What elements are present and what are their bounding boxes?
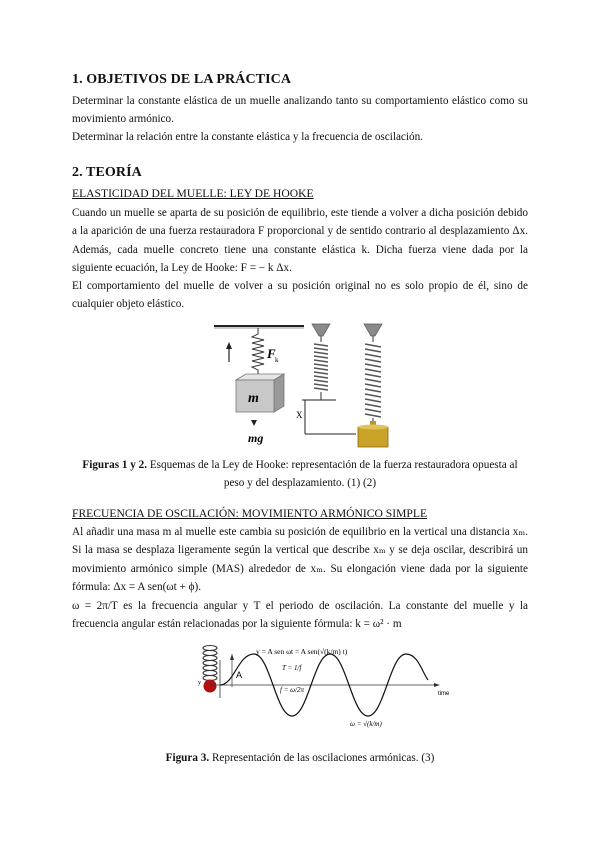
- figure-1-2-caption-text: Esquemas de la Ley de Hooke: representación de la fuerza restauradora opuesta al peso y del desplazamiento. (1) (2): [147, 459, 518, 490]
- fig3-omega: ω = √(k/m): [350, 720, 382, 728]
- hooke-paragraph-1: Cuando un muelle se aparta de su posición de equilibrio, este tiende a volver a dicha posición debido a la aparición de una fuerza restauradora F proporcional y de sentido contrario al desplazamiento Δx. Además, cada muelle concreto tiene una constante elástica k. Dicha fuerza viene dada por la siguiente ecuación, la Ley de Hooke: F = − k Δx.: [72, 207, 528, 275]
- figure-1-2-caption-bold: Figuras 1 y 2.: [82, 459, 148, 471]
- objective-1: Determinar la constante elástica de un muelle analizando tanto su comportamiento elástico como su movimiento armónico.: [72, 95, 528, 126]
- fig3-amplitude: A: [236, 670, 243, 680]
- figure-3-caption-text: Representación de las oscilaciones armónicas. (3): [209, 752, 435, 764]
- hooke-figure-2: [296, 320, 406, 448]
- figure-3-caption-bold: Figura 3.: [165, 752, 210, 764]
- fig3-axis-y: y: [198, 680, 201, 686]
- figure-3-caption: [72, 749, 528, 767]
- force-label: F: [267, 346, 276, 361]
- harmonic-oscillation-figure: [196, 642, 486, 740]
- fig3-equation: y = A sen ωt = A sen(√(k/m) t): [256, 647, 348, 656]
- fig3-frequency: f = ω/2π: [280, 686, 305, 694]
- section-1-title: 1. OBJETIVOS DE LA PRÁCTICA: [72, 72, 292, 87]
- force-subscript: k: [275, 356, 279, 364]
- fig3-time: time: [438, 691, 450, 697]
- mass-label: m: [248, 391, 259, 406]
- mas-paragraph-1: Al añadir una masa m al muelle este cambia su posición de equilibrio en la vertical una distancia xₘ. Si la masa se desplaza ligeramente según la vertical que describe xₘ y se deja oscilar, describirá un movimiento armónico simple (MAS) alrededor de xₘ. Su elongación viene dada por la siguiente fórmula: Δx = A sen(ωt + ϕ).: [72, 526, 528, 594]
- fig3-period: T = 1/f: [282, 664, 302, 672]
- x-label: X: [296, 410, 303, 420]
- hooke-paragraph-2: El comportamiento del muelle de volver a su posición original no es solo propio de él, sino de cualquier objeto elástico.: [72, 280, 528, 311]
- objective-2: Determinar la relación entre la constante elástica y la frecuencia de oscilación.: [72, 131, 423, 143]
- mas-paragraph-2: ω = 2π/T es la frecuencia angular y T el periodo de oscilación. La constante del muelle y la frecuencia angular están relacionadas por la siguiente fórmula: k = ω² · m: [72, 600, 528, 631]
- section-2-title: 2. TEORÍA: [72, 165, 142, 180]
- weight-label: mg: [248, 431, 264, 445]
- figure-1-2-caption: [72, 456, 528, 492]
- hooke-heading: ELASTICIDAD DEL MUELLE: LEY DE HOOKE: [72, 187, 314, 200]
- mas-heading: FRECUENCIA DE OSCILACIÓN: MOVIMIENTO ARMÓNICO SIMPLE: [72, 507, 428, 520]
